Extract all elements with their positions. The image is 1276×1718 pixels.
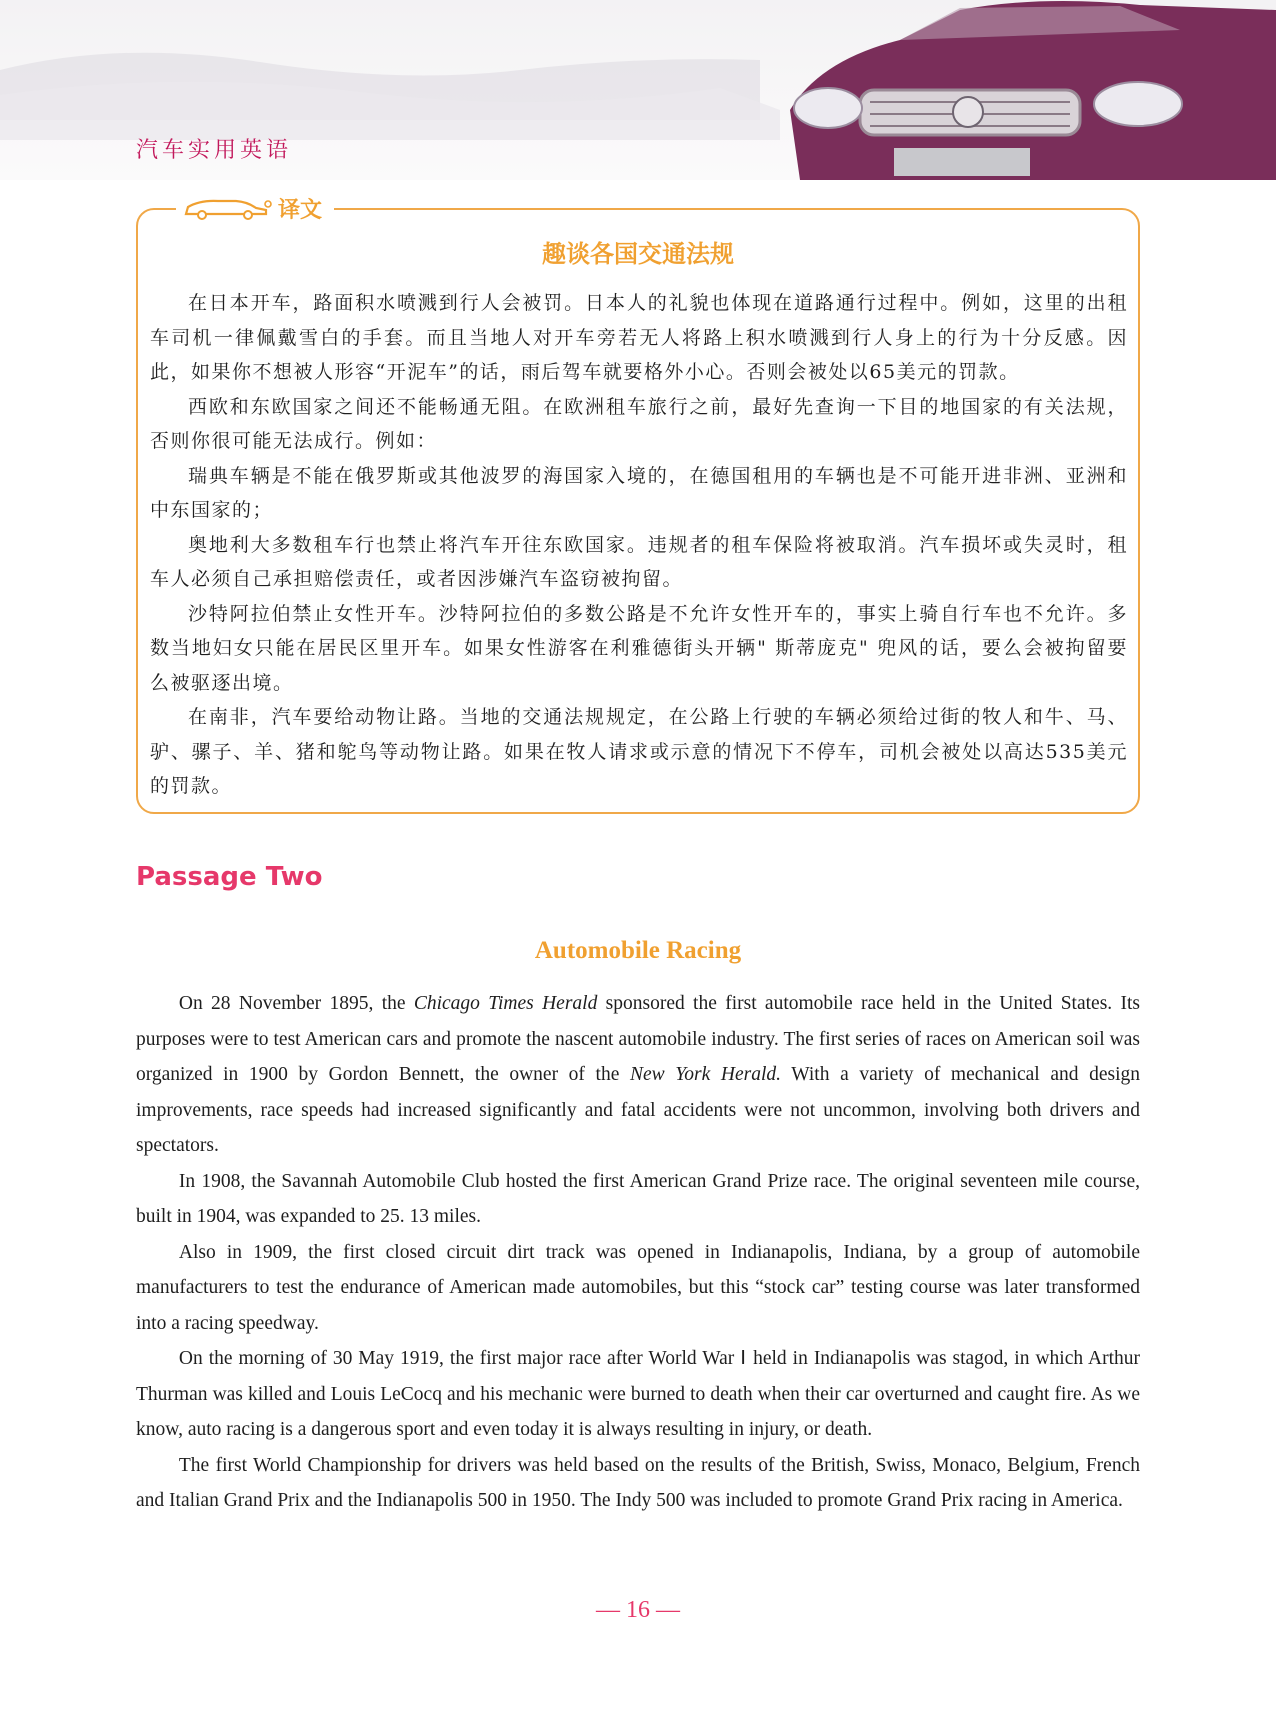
translation-label: 译文 xyxy=(278,197,323,223)
translation-paragraph: 沙特阿拉伯禁止女性开车。沙特阿拉伯的多数公路是不允许女性开车的，事实上骑自行车也不允许。多数当地妇女只能在居民区里开车。如果女性游客在利雅德街头开辆" 斯蒂庞克" 兜风的话，要么会被拘留要么被驱逐出境。 xyxy=(150,602,1128,694)
translation-body xyxy=(150,286,1128,804)
car-headlight xyxy=(794,88,862,128)
translation-paragraph: 在日本开车，路面积水喷溅到行人会被罚。日本人的礼貌也体现在道路通行过程中。例如，这里的出租车司机一律佩戴雪白的手套。而且当地人对开车旁若无人将路上积水喷溅到行人身上的行为十分反感。因此，如果你不想被人形容“开泥车”的话，雨后驾车就要格外小心。否则会被处以65美元的罚款。 xyxy=(150,292,1128,383)
passage-paragraph: In 1908, the Savannah Automobile Club hosted the first American Grand Prize race. The original seventeen mile course, built in 1904, was expanded to 25. 13 miles. xyxy=(136,1170,1140,1227)
newspaper-title: New York Herald. xyxy=(629,1064,782,1085)
passage-paragraph: The first World Championship for drivers was held based on the results of the British, Swiss, Monaco, Belgium, French and Italian Grand Prix and the Indianapolis 500 in 1950. The Indy 500 was included to promote Grand Prix racing in America. xyxy=(136,1454,1140,1511)
passage-heading: Passage Two xyxy=(136,862,323,892)
book-title: 汽车实用英语 xyxy=(136,138,293,163)
passage-body xyxy=(136,986,1140,1519)
car-icon xyxy=(182,196,272,220)
translation-paragraph: 在南非，汽车要给动物让路。当地的交通法规规定，在公路上行驶的车辆必须给过街的牧人和牛、马、驴、骡子、羊、猪和鸵鸟等动物让路。如果在牧人请求或示意的情况下不停车，司机会被处以高达535美元的罚款。 xyxy=(150,706,1128,797)
translation-title: 趣谈各国交通法规 xyxy=(542,239,734,268)
translation-tab xyxy=(176,190,334,226)
newspaper-title: Chicago Times Herald xyxy=(413,993,598,1014)
car-headlight xyxy=(1094,82,1182,126)
passage-paragraph: On 28 November 1895, the Chicago Times Herald sponsored the first automobile race held in the United States. Its purposes were to test American cars and promote the nascent automobile industry. The first series of races on American soil was organized in 1900 by Gordon Bennett, the owner of the New York Herald. With a variety of mechanical and design improvements, race speeds had increased significantly and fatal accidents were not uncommon, involving both drivers and spectators. xyxy=(136,993,1140,1156)
car-emblem xyxy=(953,97,983,127)
page-header-banner xyxy=(0,0,1276,180)
passage-paragraph: On the morning of 30 May 1919, the first major race after World War Ⅰ held in Indianapolis was stagod, in which Arthur Thurman was killed and Louis LeCocq and his mechanic were burned to death when their car overturned and caught fire. As we know, auto racing is a dangerous sport and even today it is always resulting in injury, or death. xyxy=(136,1348,1140,1440)
passage-title: Automobile Racing xyxy=(534,937,742,964)
translation-paragraph: 奥地利大多数租车行也禁止将汽车开往东欧国家。违规者的租车保险将被取消。汽车损坏或失灵时，租车人必须自己承担赔偿责任，或者因涉嫌汽车盗窃被拘留。 xyxy=(150,533,1128,590)
passage-paragraph: Also in 1909, the first closed circuit dirt track was opened in Indianapolis, Indiana, by a group of automobile manufacturers to test the endurance of American made automobiles, but this “stock car” testing course was later transformed into a racing speedway. xyxy=(136,1241,1140,1334)
license-plate xyxy=(894,148,1030,176)
translation-paragraph: 瑞典车辆是不能在俄罗斯或其他波罗的海国家入境的，在德国租用的车辆也是不可能开进非洲、亚洲和中东国家的； xyxy=(150,464,1128,521)
translation-paragraph: 西欧和东欧国家之间还不能畅通无阻。在欧洲租车旅行之前，最好先查询一下目的地国家的有关法规，否则你很可能无法成行。例如： xyxy=(150,395,1128,452)
page-number: — 16 — xyxy=(596,1597,680,1623)
